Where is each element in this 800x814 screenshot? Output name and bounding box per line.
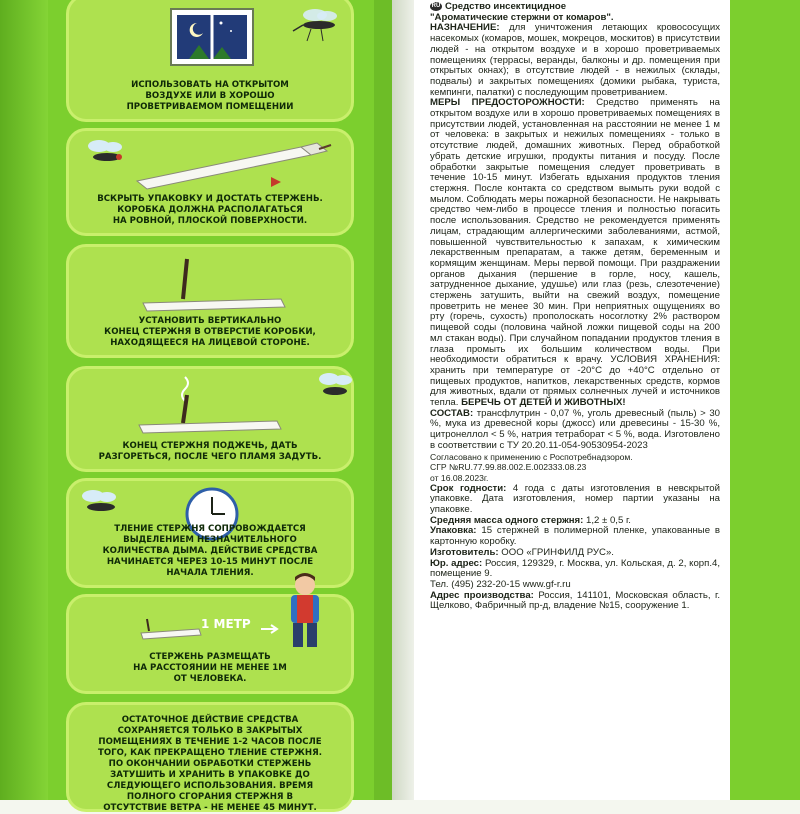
caption-line: УСТАНОВИТЬ ВЕРТИКАЛЬНО [138, 316, 282, 326]
mosquito-icon [79, 135, 133, 171]
caption-line: ВЫДЕЛЕНИЕМ НЕЗНАЧИТЕЛЬНОГО [123, 535, 297, 545]
precautions-heading: МЕРЫ ПРЕДОСТОРОЖНОСТИ: [430, 97, 585, 109]
caption-line: РАЗГОРЕТЬСЯ, ПОСЛЕ ЧЕГО ПЛАМЯ ЗАДУТЬ. [98, 452, 322, 462]
step-2-card [66, 128, 354, 236]
caption-line: СЛЕДУЮЩЕГО ИСПОЛЬЗОВАНИЯ. ВРЕМЯ [106, 781, 314, 791]
caption-line: НАЧИНАЕТСЯ ЧЕРЕЗ 10-15 МИНУТ ПОСЛЕ [106, 557, 314, 567]
step-1-card [66, 0, 354, 122]
legal-section [430, 559, 720, 580]
step-7-card [66, 702, 354, 812]
shelf-text: 4 года с даты изготовления в невскрытой упаковке. Дата изготовления, номер партии указаны на упаковке. [430, 482, 720, 516]
production-heading: Адрес производства: [430, 589, 534, 601]
keep-away-warning: БЕРЕЧЬ ОТ ДЕТЕЙ И ЖИВОТНЫХ! [461, 397, 626, 409]
legal-text: Россия, 129329, г. Москва, ул. Кольская, д. 2, корп.4, помещение 9. [430, 557, 720, 580]
caption-line: КОРОБКА ДОЛЖНА РАСПОЛАГАТЬСЯ [117, 205, 303, 215]
step-5-card [66, 478, 354, 588]
caption-line: ПО ОКОНЧАНИИ ОБРАБОТКИ СТЕРЖЕНЬ [108, 759, 312, 769]
step-3-caption [69, 316, 351, 349]
production-text: Россия, 141101, Московская область, г. Щелково, Фабричный пр-д, владение №15, сооружение 1. [430, 589, 721, 612]
composition-section [430, 409, 720, 452]
pack-text: 15 стержней в полимерной пленке, упакованные в картонную коробку. [430, 525, 720, 548]
caption-line: НА РОВНОЙ, ПЛОСКОЙ ПОВЕРХНОСТИ. [112, 216, 308, 226]
step-2-caption [69, 194, 351, 227]
precautions-text: Средство применять на открытом воздухе или в хорошо проветриваемых помещениях в присутствии людей, установленная на расстоянии не менее 1 м от человека: в закрытых и нежилых помещениях - только в отсутствие людей, домашних животных. Перед обработкой убрать детские игрушки, продукты питания и посуду. После обработки закрытые помещения следует проветривать в течение 10-15 минут. Избегать вдыхания продуктов тления стержня. После контакта со средством вымыть руки водой с мылом. Соблюдать меры пожарной безопасности. Не накрывать средство чем-либо в процессе тления и полностью погасить после использования. Средство не рекомендуется применять лицам, страдающим аллергическими заболеваниями, астмой, повышенной чувствительностью к запахам, к химическим лекарственным препаратам, а также детям, беременным и кормящим женщинам. Меры первой помощи. При раздражении органов дыхания (першение в горле, носу, кашель, затрудненное дыхание, удушье) или глаз (резь, слезотечение) стержень затушить, выйти на свежий воздух, помещение проветрить не менее 30 мин. При неприятных ощущениях во рту (горечь, сухость) прополоскать носоглотку 2% раствором пищевой соды (половина чайной ложки пищевой соды на 200 мл стакан воды). При случайном попадании продуктов тления в глаза промыть их большим количеством воды. При необходимости обратиться к врачу. УСЛОВИЯ ХРАНЕНИЯ: хранить при температуре от -20°С до +40°С отдельно от пищевых продуктов, напитков, лекарственных средств, кормов для животных, вдали от прямых солнечных лучей и источников тепла. [430, 97, 720, 409]
caption-line: ЗАТУШИТЬ И ХРАНИТЬ В УПАКОВКЕ ДО [110, 770, 310, 780]
step-5-caption [69, 524, 351, 579]
caption-line: КОЛИЧЕСТВА ДЫМА. ДЕЙСТВИЕ СРЕДСТВА [102, 546, 318, 556]
shelf-life-section [430, 484, 720, 516]
step-6-caption [69, 652, 351, 685]
step-4-caption [69, 441, 351, 463]
purpose-heading: НАЗНАЧЕНИЕ: [430, 22, 500, 34]
approval-section [430, 452, 720, 484]
caption-line: СТЕРЖЕНЬ РАЗМЕЩАТЬ [149, 652, 271, 662]
box-icon [131, 137, 331, 189]
meter-label: 1 МЕТР [201, 617, 251, 631]
weight-text: 1,2 ± 0,5 г. [583, 514, 631, 526]
caption-line: ОТ ЧЕЛОВЕКА. [173, 674, 247, 684]
caption-line: ПОМЕЩЕНИЯХ В ТЕЧЕНИЕ 1-2 ЧАСОВ ПОСЛЕ [98, 737, 322, 747]
maker-heading: Изготовитель: [430, 546, 499, 558]
child-icon [283, 573, 327, 651]
instructions-panel [0, 0, 392, 813]
caption-line: ИСПОЛЬЗОВАТЬ НА ОТКРЫТОМ [131, 80, 289, 90]
caption-line: ОСТАТОЧНОЕ ДЕЙСТВИЕ СРЕДСТВА [121, 715, 299, 725]
product-name: "Ароматические стержни от комаров". [430, 11, 614, 23]
pack-section [430, 526, 720, 547]
rod-icon [139, 255, 289, 313]
approval-line: Согласовано к применению с Роспотребнадзором. [430, 451, 633, 462]
caption-line: ПРОВЕТРИВАЕМОМ ПОМЕЩЕНИИ [126, 102, 294, 112]
pack-heading: Упаковка: [430, 525, 477, 537]
label-edge-stripe [730, 0, 800, 800]
arrow-icon [269, 175, 283, 189]
step-4-card [66, 366, 354, 472]
caption-line: ТЛЕНИЕ СТЕРЖНЯ СОПРОВОЖДАЕТСЯ [114, 524, 306, 534]
panel-fold [392, 0, 414, 800]
mosquito-icon [313, 369, 361, 405]
composition-heading: СОСТАВ: [430, 407, 474, 419]
caption-line: ПОЛНОГО СГОРАНИЯ СТЕРЖНЯ В [126, 792, 294, 802]
caption-line: ТОГО, КАК ПРЕКРАЩЕНО ТЛЕНИЕ СТЕРЖНЯ. [97, 748, 323, 758]
legal-heading: Юр. адрес: [430, 557, 483, 569]
caption-line: НАХОДЯЩЕЕСЯ НА ЛИЦЕВОЙ СТОРОНЕ. [110, 338, 310, 348]
approval-line: от 16.08.2023г. [430, 472, 489, 483]
production-section [430, 591, 720, 612]
panel-edge [0, 0, 48, 800]
precautions-section [430, 98, 720, 408]
mosquito-icon [291, 5, 353, 43]
step-6-card [66, 594, 354, 694]
purpose-section [430, 23, 720, 98]
product-line-1: Средство инсектицидное [445, 1, 567, 13]
label-text [420, 0, 720, 800]
ru-badge: RU [431, 3, 441, 9]
caption-line: ВСКРЫТЬ УПАКОВКУ И ДОСТАТЬ СТЕРЖЕНЬ. [97, 194, 323, 204]
mosquito-icon [73, 485, 127, 521]
weight-heading: Средняя масса одного стержня: [430, 514, 584, 526]
contacts: Тел. (495) 232-20-15 www.gf-r.ru [430, 579, 571, 590]
panel-edge-right [374, 0, 392, 800]
arrow-icon [261, 623, 279, 635]
step-7-caption [69, 715, 351, 814]
step-3-card [66, 244, 354, 358]
shelf-heading: Срок годности: [430, 482, 507, 494]
approval-line: СГР №RU.77.99.88.002.Е.002333.08.23 [430, 462, 587, 473]
composition-text: трансфлутрин - 0,07 %, уголь древесный (пыль) > 30 %, мука из древесной коры (джосс) или древесины - 15-30 %, цитронеллол < 5 %, натрия тетраборат < 5 %, вода. Изготовлено в соответствии с ТУ 20.20.11-054-90530954-2023 [430, 407, 720, 451]
window-night-icon [169, 7, 255, 69]
maker-text: ООО «ГРИНФИЛД РУС». [498, 546, 614, 558]
caption-line: ОТСУТСТВИЕ ВЕТРА - НЕ МЕНЕЕ 45 МИНУТ. [103, 803, 317, 813]
caption-line: КОНЕЦ СТЕРЖНЯ ПОДЖЕЧЬ, ДАТЬ [122, 441, 298, 451]
caption-line: ВОЗДУХЕ ИЛИ В ХОРОШО [145, 91, 275, 101]
caption-line: СОХРАНЯЕТСЯ ТОЛЬКО В ЗАКРЫТЫХ [117, 726, 303, 736]
purpose-text: для уничтожения летающих кровососущих насекомых (комаров, мошек, мокрецов, москитов) в присутствии людей - на открытом воздухе и в хорошо проветриваемых помещениях (террасы, веранды, балконы и др. помещения при открытых окнах); в отсутствие людей - в нежилых (склады, подвалы) и закрытых помещениях (домики рыбака, туриста, кемпинги, палатки) с последующим проветриванием. [430, 22, 720, 98]
caption-line: НАЧАЛА ТЛЕНИЯ. [166, 568, 254, 578]
step-1-caption [69, 80, 351, 113]
caption-line: КОНЕЦ СТЕРЖНЯ В ОТВЕРСТИЕ КОРОБКИ, [104, 327, 316, 337]
caption-line: НА РАССТОЯНИИ НЕ МЕНЕЕ 1М [133, 663, 287, 673]
flame-icon [135, 375, 285, 435]
